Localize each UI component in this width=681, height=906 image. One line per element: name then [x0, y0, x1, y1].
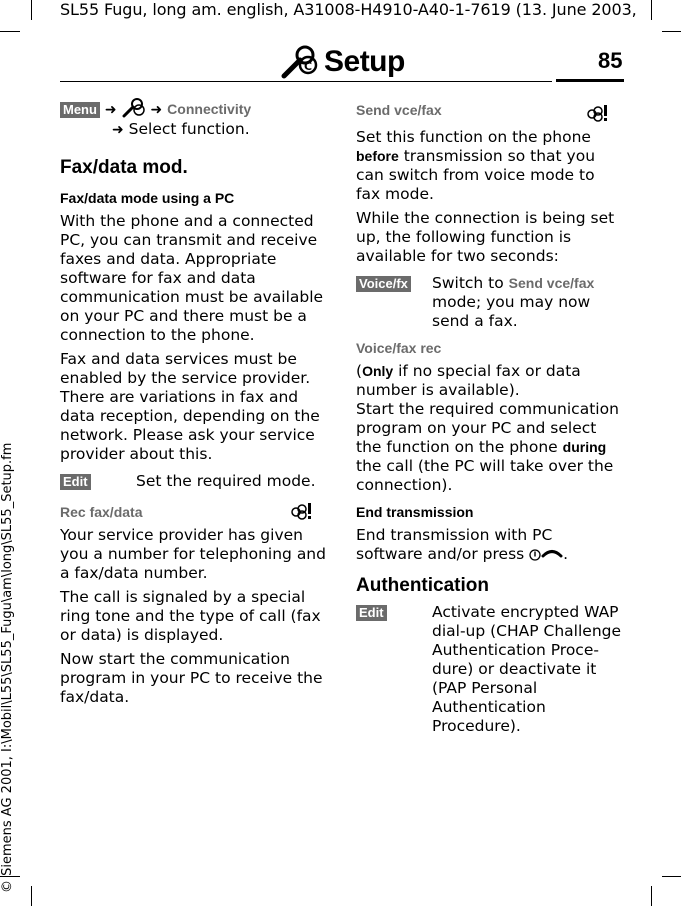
page-title: Setup [324, 45, 405, 78]
during-bold: during [562, 439, 607, 455]
voice-fx-text [432, 274, 622, 331]
auth-edit-key: Edit [356, 605, 387, 621]
send-vce-ref: Send vce/fax [508, 275, 595, 291]
rec-fax-p2: The call is signaled by a special ring tone and the type of call (fax or data) is displayed. [60, 588, 321, 644]
crop-mark [31, 0, 32, 20]
voice-fax-rec-heading: Voice/fax rec [356, 340, 442, 356]
crop-mark [651, 886, 652, 906]
edit-row [60, 472, 326, 491]
page-number: 85 [598, 48, 623, 73]
voice-fx-post: mode; you may now send a fax. [432, 293, 591, 330]
crop-mark [662, 31, 681, 32]
before-bold: before [356, 148, 399, 164]
only-rest: if no special fax or data number is available). [356, 362, 581, 399]
right-column [356, 101, 622, 736]
svg-text:C: C [304, 60, 313, 73]
wrench-icon [280, 45, 318, 79]
fax-intro-paragraph: With the phone and a connected PC, you can transmit and receive faxes and data. Appropriate software for fax and data communication must be available on your PC and there must be a connection to the phone. [60, 212, 324, 344]
running-head: SL55 Fugu, long am. english, A31008-H4910-A40-1-7619 (13. June 2003, [60, 0, 637, 19]
arrow-icon: ➜ [150, 102, 163, 118]
voice-fx-pre: Switch to [432, 274, 509, 292]
side-note: © Siemens AG 2001, I:\Mobil\L55\SL55_Fugu\am\long\SL55_Setup.fm [0, 442, 15, 893]
fax-services-paragraph: Fax and data services must be enabled by the service provider. There are variations in fax and data reception, depending on the network. Please ask your service provider about this. [60, 350, 320, 463]
authentication-heading: Authentication [356, 575, 489, 596]
edit-text: Set the required mode. [136, 472, 316, 490]
rec-fax-p1: Your service provider has given you a number for telephoning and a fax/data number. [60, 526, 326, 582]
send-vce-heading-row [356, 101, 622, 120]
select-function-text: Select function. [128, 120, 250, 138]
setup-wrench-icon [122, 98, 146, 118]
send-vce-p1-post: transmission so that you can switch from voice mode to fax mode. [356, 147, 596, 203]
left-column [60, 98, 326, 712]
nav-path [60, 98, 326, 140]
edit-key: Edit [60, 474, 91, 490]
header-rule [60, 81, 552, 82]
menu-key: Menu [60, 102, 100, 118]
voice-rec-paragraph [356, 362, 622, 495]
crop-mark [651, 0, 652, 20]
auth-text: Activate encrypted WAP dial-up (CHAP Challenge Authentication Proce-dure) or deactivate it (PAP Personal Authentication Procedure). [432, 603, 622, 735]
send-vce-p1 [356, 128, 622, 204]
crop-mark [662, 876, 681, 877]
end-key-icon [529, 546, 563, 562]
page-title-block [280, 42, 405, 82]
network-service-icon [586, 103, 612, 123]
connectivity-label: Connectivity [167, 101, 252, 117]
rec-fax-heading-row [60, 503, 326, 522]
start-pre: Start the required communication program on your PC and select the function on the phone [356, 400, 619, 456]
end-tx-text: End transmission with PC software and/or press [356, 526, 553, 563]
auth-edit-row [356, 603, 622, 736]
fax-data-mod-heading: Fax/data mod. [60, 157, 188, 178]
end-dot: . [563, 545, 569, 563]
rec-fax-p3: Now start the communication program in your PC to receive the fax/data. [60, 650, 323, 706]
crop-mark [0, 31, 20, 32]
send-vce-p1-pre: Set this function on the phone [356, 128, 591, 146]
send-vce-heading: Send vce/fax [356, 102, 442, 118]
fax-data-mode-subheading: Fax/data mode using a PC [60, 190, 235, 206]
only-bold: Only [362, 363, 394, 379]
rec-fax-heading: Rec fax/data [60, 504, 143, 520]
arrow-icon: ➜ [104, 102, 117, 118]
crop-mark [31, 886, 32, 906]
paren-open: ( [356, 362, 363, 380]
voice-fx-row [356, 274, 622, 331]
end-transmission-heading: End transmission [356, 504, 474, 520]
page-number-rule [556, 79, 624, 82]
voice-fx-key: Voice/fx [356, 276, 411, 292]
end-transmission-paragraph [356, 526, 622, 564]
network-service-icon [290, 501, 316, 521]
start-post: the call (the PC will take over the connection). [356, 457, 614, 494]
arrow-icon: ➜ [112, 122, 124, 138]
send-vce-p2: While the connection is being set up, the following function is available for two seconds: [356, 209, 615, 265]
